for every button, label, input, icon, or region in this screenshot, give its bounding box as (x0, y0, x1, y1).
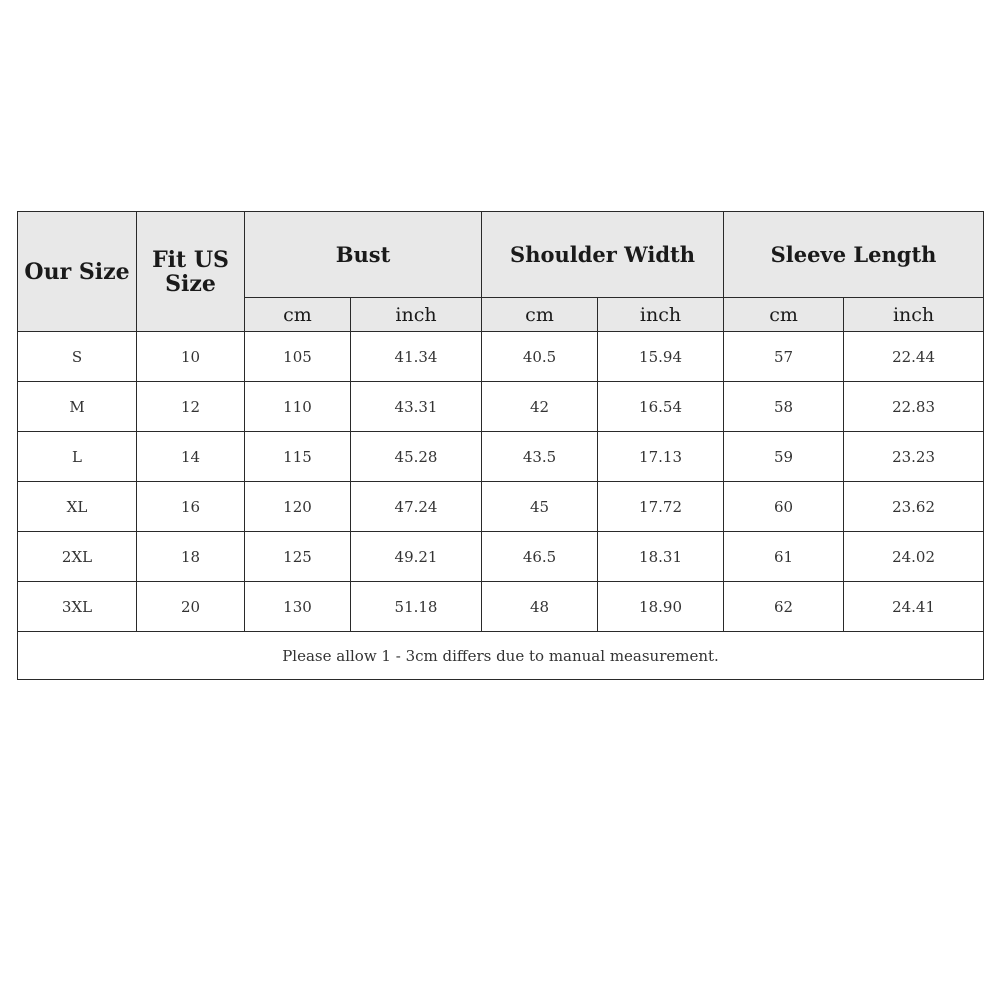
cell-shoulder-cm: 48 (482, 582, 598, 632)
cell-sleeve-cm: 59 (724, 432, 844, 482)
cell-sleeve-cm: 57 (724, 332, 844, 382)
cell-our-size: S (18, 332, 137, 382)
cell-our-size: L (18, 432, 137, 482)
header-fit-us-line1: Fit US (152, 246, 229, 273)
cell-bust-cm: 115 (245, 432, 351, 482)
cell-bust-inch: 49.21 (351, 532, 482, 582)
cell-sleeve-inch: 24.41 (844, 582, 984, 632)
cell-sleeve-inch: 23.62 (844, 482, 984, 532)
table-row (18, 432, 984, 482)
cell-bust-inch: 43.31 (351, 382, 482, 432)
cell-shoulder-inch: 18.31 (598, 532, 724, 582)
cell-our-size: XL (18, 482, 137, 532)
header-shoulder-width: Shoulder Width (482, 212, 724, 298)
cell-sleeve-inch: 23.23 (844, 432, 984, 482)
cell-sleeve-cm: 61 (724, 532, 844, 582)
cell-fit-us-size: 14 (137, 432, 245, 482)
note-row (18, 632, 984, 680)
cell-bust-cm: 110 (245, 382, 351, 432)
cell-bust-cm: 120 (245, 482, 351, 532)
cell-shoulder-inch: 17.72 (598, 482, 724, 532)
table-row (18, 382, 984, 432)
cell-fit-us-size: 16 (137, 482, 245, 532)
unit-shoulder-inch: inch (598, 298, 724, 332)
cell-sleeve-inch: 24.02 (844, 532, 984, 582)
cell-bust-inch: 45.28 (351, 432, 482, 482)
header-bust: Bust (245, 212, 482, 298)
cell-our-size: M (18, 382, 137, 432)
cell-fit-us-size: 20 (137, 582, 245, 632)
unit-bust-cm: cm (245, 298, 351, 332)
cell-sleeve-cm: 60 (724, 482, 844, 532)
unit-bust-inch: inch (351, 298, 482, 332)
unit-sleeve-inch: inch (844, 298, 984, 332)
cell-bust-cm: 125 (245, 532, 351, 582)
cell-fit-us-size: 18 (137, 532, 245, 582)
table-row (18, 332, 984, 382)
cell-sleeve-cm: 58 (724, 382, 844, 432)
cell-shoulder-cm: 40.5 (482, 332, 598, 382)
header-fit-us-size (137, 212, 245, 332)
unit-sleeve-cm: cm (724, 298, 844, 332)
cell-bust-inch: 47.24 (351, 482, 482, 532)
header-our-size: Our Size (18, 212, 137, 332)
table-row (18, 582, 984, 632)
cell-our-size: 3XL (18, 582, 137, 632)
cell-sleeve-cm: 62 (724, 582, 844, 632)
cell-shoulder-inch: 17.13 (598, 432, 724, 482)
cell-fit-us-size: 12 (137, 382, 245, 432)
header-sleeve-length: Sleeve Length (724, 212, 984, 298)
cell-shoulder-cm: 45 (482, 482, 598, 532)
cell-shoulder-inch: 16.54 (598, 382, 724, 432)
size-chart-table (17, 211, 984, 680)
cell-bust-cm: 105 (245, 332, 351, 382)
cell-bust-inch: 51.18 (351, 582, 482, 632)
table-row (18, 482, 984, 532)
header-row (18, 212, 984, 298)
cell-shoulder-cm: 42 (482, 382, 598, 432)
cell-sleeve-inch: 22.83 (844, 382, 984, 432)
cell-fit-us-size: 10 (137, 332, 245, 382)
measurement-note: Please allow 1 - 3cm differs due to manual measurement. (18, 632, 984, 680)
cell-sleeve-inch: 22.44 (844, 332, 984, 382)
cell-shoulder-cm: 46.5 (482, 532, 598, 582)
cell-shoulder-inch: 18.90 (598, 582, 724, 632)
cell-shoulder-inch: 15.94 (598, 332, 724, 382)
header-fit-us-line2: Size (165, 270, 216, 297)
cell-bust-cm: 130 (245, 582, 351, 632)
cell-our-size: 2XL (18, 532, 137, 582)
unit-shoulder-cm: cm (482, 298, 598, 332)
cell-bust-inch: 41.34 (351, 332, 482, 382)
cell-shoulder-cm: 43.5 (482, 432, 598, 482)
table-row (18, 532, 984, 582)
